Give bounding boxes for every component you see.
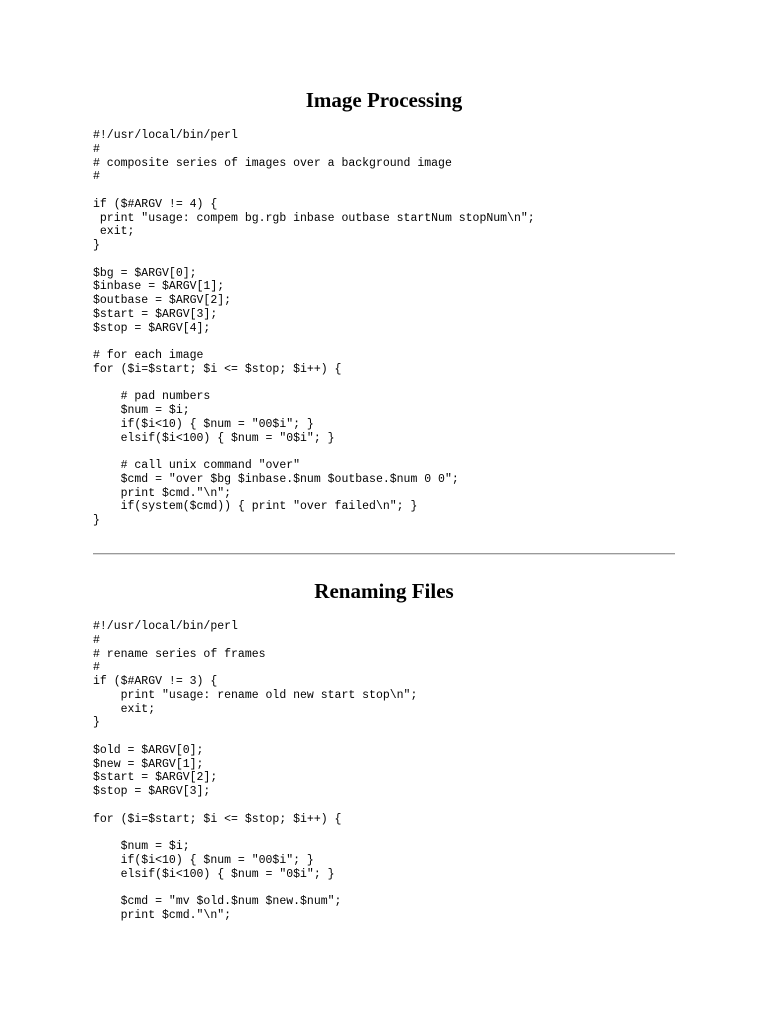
section-title-renaming-files: Renaming Files <box>314 579 454 603</box>
code-block-image-processing: #!/usr/local/bin/perl # # composite series of images over a background image # if ($#ARGV != 4) { print "usage: compem bg.rgb inbase outbase startNum stopNum\n"; exit; } $bg = $ARGV[0]; $inbase = $ARGV[1]; $outbase = $ARGV[2]; $start = $ARGV[3]; $stop = $ARGV[4]; # for each image for ($i=$start; $i <= $stop; $i++) { # pad numbers $num = $i; if($i<10) { $num = "00$i"; } elsif($i<100) { $num = "0$i"; } # call unix command "over" $cmd = "over $bg $inbase.$num $outbase.$num 0 0"; print $cmd."\n"; if(system($cmd)) { print "over failed\n"; } } <box>93 129 535 527</box>
section-title-image-processing: Image Processing <box>305 88 463 112</box>
code-block-renaming-files: #!/usr/local/bin/perl # # rename series of frames # if ($#ARGV != 3) { print "usage: rename old new start stop\n"; exit; } $old = $ARGV[0]; $new = $ARGV[1]; $start = $ARGV[2]; $stop = $ARGV[3]; for ($i=$start; $i <= $stop; $i++) { $num = $i; if($i<10) { $num = "00$i"; } elsif($i<100) { $num = "0$i"; } $cmd = "mv $old.$num $new.$num"; print $cmd."\n"; <box>93 620 418 922</box>
section-divider <box>93 553 675 555</box>
